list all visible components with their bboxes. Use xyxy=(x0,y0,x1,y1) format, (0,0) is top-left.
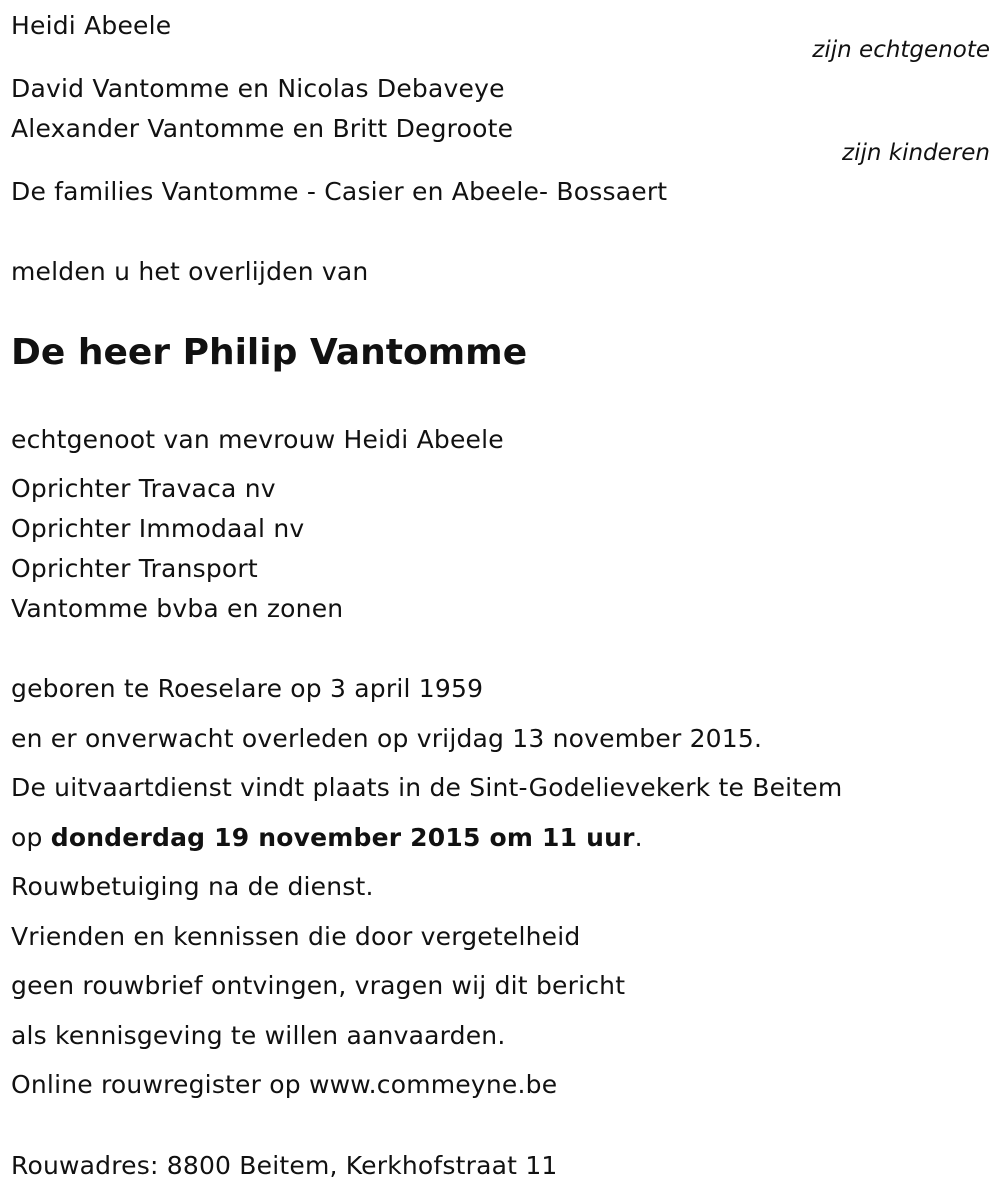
families-line: De families Vantomme - Casier en Abeele- Bossaert xyxy=(11,177,668,206)
deceased-name: De heer Philip Vantomme xyxy=(11,332,528,373)
founder-line-4: Vantomme bvba en zonen xyxy=(11,594,344,623)
service-location-line: De uitvaartdienst vindt plaats in de Sint-Godelievekerk te Beitem xyxy=(11,773,843,802)
founder-line-1: Oprichter Travaca nv xyxy=(11,474,276,503)
notice-line-2: geen rouwbrief ontvingen, vragen wij dit bericht xyxy=(11,971,626,1000)
notice-line-3: als kennisgeving te willen aanvaarden. xyxy=(11,1021,506,1050)
spouse-of-line: echtgenoot van mevrouw Heidi Abeele xyxy=(11,425,504,454)
founder-line-3: Oprichter Transport xyxy=(11,554,258,583)
died-line: en er onverwacht overleden op vrijdag 13 november 2015. xyxy=(11,724,763,753)
service-date-prefix: op xyxy=(11,823,51,852)
children-line-1: David Vantomme en Nicolas Debaveye xyxy=(11,74,505,103)
notice-line-1: Vrienden en kennissen die door vergetelheid xyxy=(11,922,581,951)
spouse-name: Heidi Abeele xyxy=(11,11,172,40)
born-line: geboren te Roeselare op 3 april 1959 xyxy=(11,674,484,703)
condolences-line: Rouwbetuiging na de dienst. xyxy=(11,872,374,901)
mourning-address: Rouwadres: 8800 Beitem, Kerkhofstraat 11 xyxy=(11,1151,558,1180)
children-line-2: Alexander Vantomme en Britt Degroote xyxy=(11,114,514,143)
online-register-line: Online rouwregister op www.commeyne.be xyxy=(11,1070,558,1099)
service-date-line xyxy=(11,823,643,853)
children-role: zijn kinderen xyxy=(842,140,990,166)
service-date-suffix: . xyxy=(634,823,643,852)
spouse-role: zijn echtgenote xyxy=(812,37,990,63)
announcement-intro: melden u het overlijden van xyxy=(11,257,369,286)
service-date-bold: donderdag 19 november 2015 om 11 uur xyxy=(50,823,635,852)
founder-line-2: Oprichter Immodaal nv xyxy=(11,514,305,543)
